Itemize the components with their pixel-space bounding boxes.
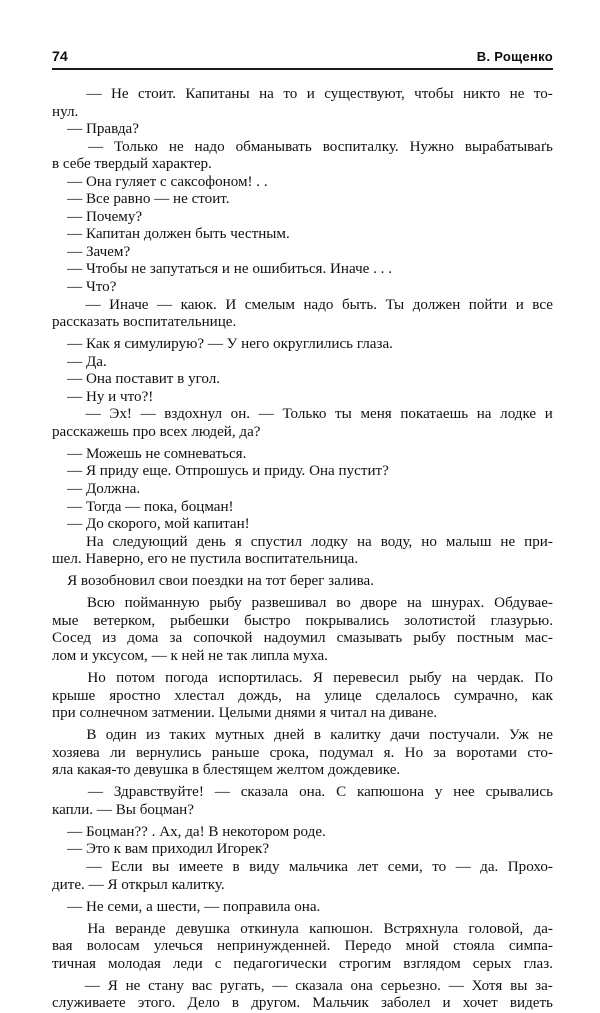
text-line: нул. — [52, 103, 79, 120]
word: сказала — [295, 977, 343, 994]
word: — — [448, 977, 464, 994]
word: молодая — [108, 955, 161, 972]
word: Мальчик — [312, 995, 369, 1012]
word: Только — [114, 138, 158, 155]
word: с — [214, 955, 222, 972]
text-line — [52, 595, 553, 613]
text-line — [52, 956, 553, 974]
word: лодку — [310, 533, 348, 550]
text-line — [52, 938, 553, 956]
word: меня — [360, 406, 392, 423]
word: Если — [111, 858, 143, 875]
word: чтобы — [414, 86, 454, 102]
word: головой, — [468, 920, 524, 937]
word: следующий — [112, 533, 188, 550]
text-line — [52, 534, 553, 552]
paragraph-indent — [52, 670, 77, 688]
word: срывались — [485, 784, 553, 801]
word: — — [85, 296, 101, 313]
text-line — [52, 630, 553, 648]
word: то- — [533, 86, 553, 102]
word: я — [234, 533, 242, 550]
word: надоумил — [263, 630, 326, 647]
paragraph-indent — [52, 921, 77, 939]
paragraph-indent — [52, 978, 77, 996]
word: Уж — [509, 727, 529, 744]
paragraph — [52, 139, 553, 174]
word: Обдувае- — [494, 595, 553, 612]
word: раньше — [211, 744, 260, 761]
text-line: — Как я симулирую? — У него округлились глаза. — [52, 336, 393, 353]
word: никто — [462, 86, 501, 102]
word: калитку — [330, 727, 382, 744]
body-text-block — [52, 86, 553, 1013]
paragraph-indent — [52, 534, 77, 552]
word: то — [432, 858, 447, 875]
word: рыбу — [413, 630, 446, 647]
word: да- — [533, 920, 553, 937]
word: в — [232, 858, 240, 875]
word: Не — [110, 86, 129, 102]
word: дома — [127, 630, 159, 647]
word: вая — [52, 938, 73, 955]
text-line: — Она гуляет с саксофоном! . . — [52, 173, 268, 190]
word: в — [313, 727, 321, 744]
paragraph — [52, 86, 553, 121]
text-line: — Чтобы не запутаться и не ошибиться. Иначе . . . — [52, 261, 393, 278]
word: и — [442, 995, 451, 1012]
word: рыбешки — [170, 612, 230, 629]
word: на — [259, 86, 274, 102]
text-line: лом и уксусом, — к ней не так липла муха. — [52, 647, 328, 664]
word: этого. — [137, 995, 176, 1012]
word: На — [87, 920, 105, 937]
word: веранде — [115, 920, 166, 937]
paragraph — [52, 595, 553, 665]
header-divider-rule — [52, 68, 553, 70]
word: вернулись — [136, 744, 202, 761]
text-line — [52, 745, 553, 763]
word: один — [105, 727, 137, 744]
word: покрывались — [305, 612, 390, 629]
paragraph — [52, 824, 553, 842]
word: нее — [453, 784, 475, 801]
word: — — [455, 858, 471, 875]
paragraph — [52, 727, 553, 780]
text-line: капли. — Вы боцман? — [52, 801, 194, 818]
word: покатаешь — [400, 406, 469, 423]
word: лодке — [500, 406, 537, 423]
word: но — [421, 533, 437, 550]
text-line — [52, 727, 553, 745]
word: откинула — [240, 920, 299, 937]
word: И — [225, 296, 237, 313]
word: — — [157, 296, 173, 313]
text-line — [52, 995, 553, 1013]
word: не — [538, 727, 553, 744]
word: ругать, — [219, 977, 265, 994]
word: — — [86, 86, 102, 102]
word: воду, — [380, 533, 413, 550]
word: — — [85, 406, 101, 423]
text-line: Я возобновил свои поездки на тот берег залива. — [52, 573, 374, 590]
paragraph — [52, 226, 553, 244]
paragraph — [52, 670, 553, 723]
word: должен — [412, 296, 461, 313]
word: каюк. — [180, 296, 217, 313]
text-line: — Боцман?? . Ах, да! В некотором роде. — [52, 823, 326, 840]
word: погода — [165, 670, 209, 686]
word: Встряхнула — [383, 920, 459, 937]
word: Нужно — [409, 138, 454, 155]
word: она — [350, 977, 373, 994]
word: сумрачно, — [453, 687, 518, 704]
text-line — [52, 688, 553, 706]
paragraph — [52, 446, 553, 464]
word: пойманную — [124, 595, 200, 612]
paragraph-indent — [52, 595, 77, 613]
word: Только — [282, 406, 327, 423]
word: вы — [510, 977, 528, 994]
author-name: В. Рощенко — [476, 49, 553, 64]
word: за — [169, 630, 183, 647]
word: другом. — [251, 995, 301, 1012]
word: мас- — [525, 630, 553, 647]
word: во — [336, 595, 351, 612]
word: рыбу — [209, 595, 242, 612]
word: пойти — [468, 296, 508, 313]
word: — — [140, 406, 156, 423]
word: хозяева — [52, 744, 100, 761]
word: спустил — [250, 533, 302, 550]
word: мальчика — [288, 858, 349, 875]
word: быть. — [341, 296, 378, 313]
word: девушка — [176, 920, 230, 937]
word: капюшона — [357, 784, 424, 801]
paragraph — [52, 978, 553, 1013]
text-line — [52, 921, 553, 939]
word: В — [86, 727, 97, 744]
word: и — [515, 296, 524, 313]
word: не — [500, 533, 516, 550]
word: не — [125, 977, 141, 994]
paragraph — [52, 921, 553, 974]
word: хочет — [462, 995, 498, 1012]
word: воспиталку. — [322, 138, 399, 155]
word: подумал — [319, 744, 374, 761]
word: испортилась. — [218, 670, 303, 686]
word: я. — [383, 744, 395, 761]
word: на — [451, 670, 467, 686]
text-line: в себе твердый характер. — [52, 156, 212, 173]
word: — — [272, 977, 288, 994]
word: — — [258, 406, 274, 423]
word: смазывать — [336, 630, 403, 647]
word: сделалось — [375, 687, 441, 704]
word: малыш — [445, 533, 492, 550]
text-line — [52, 139, 553, 157]
paragraph — [52, 573, 553, 591]
word: дней — [273, 727, 305, 744]
word: золотистой — [404, 612, 476, 629]
text-line: — Что? — [52, 279, 117, 296]
text-line — [52, 86, 553, 104]
page-number: 74 — [52, 48, 68, 64]
word: на — [356, 533, 372, 550]
paragraph — [52, 209, 553, 227]
paragraph-indent — [52, 139, 77, 157]
word: — — [87, 138, 104, 155]
text-line: дите. — Я открыл калитку. — [52, 876, 225, 893]
paragraph — [52, 371, 553, 389]
text-line — [52, 978, 553, 996]
word: педагогически — [233, 955, 327, 972]
paragraph — [52, 899, 553, 917]
word: имеете — [178, 858, 224, 875]
word: — — [84, 977, 100, 994]
text-line: яла какая-то девушка в блестящем желтом дождевике. — [52, 762, 401, 779]
text-line: шел. Наверно, его не пустила воспитательница. — [52, 551, 359, 568]
text-line: — Можешь не сомневаться. — [52, 445, 247, 462]
word: на — [476, 406, 492, 423]
word: тичная — [52, 955, 96, 972]
paragraph-indent — [52, 406, 77, 424]
paragraph — [52, 463, 553, 481]
paragraph — [52, 279, 553, 297]
word: и — [544, 406, 553, 423]
word: она. — [299, 784, 326, 801]
word: серых — [472, 955, 512, 972]
paragraph-indent — [52, 859, 77, 877]
text-line: — Да. — [52, 353, 107, 370]
word: непринужденней. — [216, 938, 331, 955]
text-line: — Должна. — [52, 481, 141, 498]
word: вас — [191, 977, 213, 994]
text-line — [52, 297, 553, 315]
text-line: — Все равно — не стоит. — [52, 191, 230, 208]
text-line: — Правда? — [52, 121, 139, 138]
word: чердак. — [476, 670, 525, 686]
paragraph — [52, 354, 553, 372]
text-line — [52, 670, 553, 688]
text-line — [52, 613, 553, 631]
paragraph — [52, 336, 553, 354]
paragraph — [52, 297, 553, 332]
paragraph — [52, 244, 553, 262]
word: шнурах. — [431, 595, 485, 612]
word: Но — [87, 670, 106, 686]
word: дворе — [360, 595, 398, 612]
paragraph — [52, 499, 553, 517]
word: как — [531, 687, 553, 704]
word: при- — [524, 533, 553, 550]
word: мые — [52, 612, 79, 629]
text-line: — Капитан должен быть честным. — [52, 226, 290, 243]
word: надо — [303, 296, 334, 313]
word: улечься — [153, 938, 203, 955]
word: мутных — [215, 727, 265, 744]
paragraph-indent — [52, 86, 77, 104]
word: в — [231, 995, 240, 1012]
word: Иначе — [109, 296, 149, 313]
paragraph — [52, 534, 553, 569]
word: дачи — [390, 727, 420, 744]
word: Передо — [344, 938, 392, 955]
word: Здравствуйте! — [113, 784, 204, 801]
text-line: — Она поставит в угол. — [52, 371, 221, 388]
word: — — [214, 784, 230, 801]
word: стояла — [453, 938, 495, 955]
word: день — [196, 533, 226, 550]
word: он. — [230, 406, 251, 423]
word: и — [306, 86, 315, 102]
paragraph — [52, 516, 553, 534]
paragraph — [52, 859, 553, 894]
word: мной — [405, 938, 439, 955]
word: взглядом — [403, 955, 461, 972]
word: строгим — [338, 955, 392, 972]
word: служиваете — [52, 995, 126, 1012]
word: из — [146, 727, 161, 744]
paragraph-indent — [52, 784, 77, 802]
word: симпа- — [508, 938, 553, 955]
word: лет — [357, 858, 379, 875]
word: вздохнул — [164, 406, 223, 423]
word: семи, — [387, 858, 423, 875]
word: ветерком, — [93, 612, 156, 629]
word: стоит. — [138, 86, 176, 102]
word: капюшон. — [309, 920, 374, 937]
paragraph-indent — [52, 727, 77, 745]
word: сто- — [527, 744, 553, 761]
text-line: при солнечном затмении. Целыми днями я читал на диване. — [52, 705, 438, 722]
text-line — [52, 406, 553, 424]
text-line: — Почему? — [52, 208, 143, 225]
word: стану — [148, 977, 184, 994]
word: смелым — [244, 296, 295, 313]
text-line: — Ну и что?! — [52, 388, 154, 405]
word: сказала — [240, 784, 289, 801]
word: потом — [116, 670, 155, 686]
word: крыше — [52, 687, 96, 704]
word: Дело — [187, 995, 220, 1012]
word: на — [406, 595, 422, 612]
word: срока, — [269, 744, 309, 761]
word: дождь, — [238, 687, 282, 704]
word: за — [433, 744, 447, 761]
text-line — [52, 784, 553, 802]
word: Ты — [385, 296, 405, 313]
paragraph — [52, 406, 553, 441]
text-line: — Это к вам приходил Игорек? — [52, 841, 270, 858]
text-line: — До скорого, мой капитан! — [52, 516, 250, 533]
word: обманывать — [235, 138, 312, 155]
word: виду — [249, 858, 280, 875]
word: хлестал — [174, 687, 225, 704]
word: Я — [312, 670, 323, 686]
text-line: — Тогда — пока, боцман! — [52, 498, 234, 515]
word: С — [336, 784, 347, 801]
word: вы — [151, 858, 170, 875]
word: глазурью. — [490, 612, 553, 629]
word: — — [86, 858, 102, 875]
word: не — [168, 138, 184, 155]
text-line: — Зачем? — [52, 243, 131, 260]
word: По — [534, 670, 553, 686]
word: да. — [480, 858, 499, 875]
word: у — [434, 784, 443, 801]
paragraph — [52, 784, 553, 819]
word: постным — [456, 630, 514, 647]
word: за- — [535, 977, 553, 994]
text-line: — Не семи, а шести, — поправила она. — [52, 898, 321, 915]
word: Сосед — [52, 630, 92, 647]
word: волосам — [86, 938, 140, 955]
text-line: — Я приду еще. Отпрошусь и приду. Она пустит? — [52, 463, 389, 480]
text-line — [52, 859, 553, 877]
word: Эх! — [109, 406, 132, 423]
word: улице — [324, 687, 362, 704]
word: сопочкой — [193, 630, 253, 647]
word: Я — [107, 977, 118, 994]
word: развешивал — [251, 595, 327, 612]
word: Но — [404, 744, 424, 761]
word: Хотя — [471, 977, 503, 994]
word: серьезно. — [380, 977, 441, 994]
text-line: расскажешь про всех людей, да? — [52, 423, 261, 440]
word: постучали. — [429, 727, 500, 744]
word: — — [87, 784, 103, 801]
paragraph — [52, 841, 553, 859]
text-line: рассказать воспитательнице. — [52, 314, 237, 331]
word: рыбу — [409, 670, 442, 686]
word: Прохо- — [507, 858, 553, 875]
word: заболел — [380, 995, 431, 1012]
paragraph — [52, 121, 553, 139]
word: надо — [194, 138, 225, 155]
word: быстро — [244, 612, 291, 629]
word: видеть — [509, 995, 553, 1012]
paragraph — [52, 191, 553, 209]
word: ты — [335, 406, 352, 423]
word: глаз. — [523, 955, 553, 972]
running-head — [52, 44, 553, 64]
word: леди — [172, 955, 203, 972]
word: Капитаны — [185, 86, 250, 102]
word: перевесил — [333, 670, 399, 686]
word: На — [85, 533, 104, 550]
word: на — [295, 687, 311, 704]
word: Всю — [86, 595, 115, 612]
paragraph-indent — [52, 297, 77, 315]
word: из — [102, 630, 117, 647]
word: то — [283, 86, 298, 102]
paragraph — [52, 481, 553, 499]
paragraph — [52, 389, 553, 407]
word: вырабатываґь — [464, 138, 553, 155]
word: яростно — [109, 687, 161, 704]
word: таких — [169, 727, 206, 744]
paragraph — [52, 174, 553, 192]
word: не — [509, 86, 525, 102]
word: все — [532, 296, 553, 313]
word: существуют, — [324, 86, 405, 102]
word: ли — [110, 744, 126, 761]
word: воротами — [456, 744, 517, 761]
paragraph — [52, 261, 553, 279]
